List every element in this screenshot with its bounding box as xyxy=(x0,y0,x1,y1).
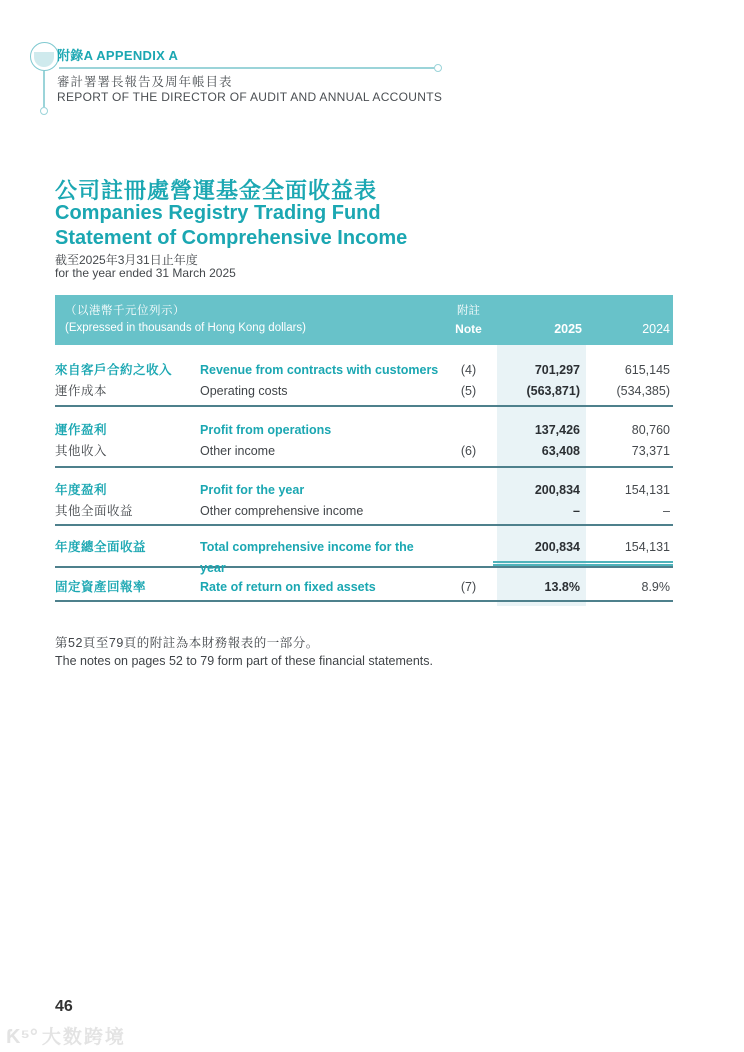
row-label-en: Profit from operations xyxy=(200,423,332,437)
row-value-2025: (563,871) xyxy=(526,384,580,398)
row-label-en: Revenue from contracts with customers xyxy=(200,363,439,377)
row-value-2024: 80,760 xyxy=(631,423,670,437)
note-column-header-en: Note xyxy=(455,322,482,336)
row-label-zh: 運作盈利 xyxy=(55,423,108,437)
income-statement-table xyxy=(55,295,673,602)
watermark-logo-icon: Ƙ⁵° xyxy=(6,1026,38,1048)
note-column-header-zh: 附註 xyxy=(457,305,480,317)
row-label-en: Profit for the year xyxy=(200,483,305,497)
row-value-2024: 8.9% xyxy=(641,580,670,594)
table-section xyxy=(55,526,673,575)
decorative-circle-icon xyxy=(30,42,59,71)
table-row xyxy=(55,381,673,402)
table-section xyxy=(55,568,673,602)
row-value-2024: 154,131 xyxy=(624,483,670,497)
table-row xyxy=(55,420,673,441)
row-label-en: Rate of return on fixed assets xyxy=(200,580,376,594)
row-value-2025: 63,408 xyxy=(541,444,580,458)
row-value-2025: 13.8% xyxy=(544,580,580,594)
expressed-in-label-en: (Expressed in thousands of Hong Kong dollars) xyxy=(65,322,307,334)
watermark-text: 大数跨境 xyxy=(41,1027,126,1048)
expressed-in-label-zh: （以港幣千元位列示） xyxy=(65,305,185,317)
row-value-2024: 615,145 xyxy=(624,363,670,377)
statement-title-en-line2: Statement of Comprehensive Income xyxy=(55,227,408,249)
table-row xyxy=(55,360,673,381)
row-note-ref xyxy=(440,501,497,522)
year-2025-column-header: 2025 xyxy=(554,322,582,336)
row-value-2024: 73,371 xyxy=(631,444,670,458)
row-note-ref: (4) xyxy=(460,363,477,377)
table-header xyxy=(55,295,673,345)
row-note-ref xyxy=(440,420,497,441)
row-label-en: Other comprehensive income xyxy=(200,504,364,518)
watermark xyxy=(6,1022,126,1049)
row-label-en: Total comprehensive income for the year xyxy=(200,540,414,575)
row-label-zh: 年度盈利 xyxy=(55,483,108,497)
period-label-en: for the year ended 31 March 2025 xyxy=(55,266,236,280)
table-section xyxy=(55,468,673,526)
statement-title-en-line1: Companies Registry Trading Fund xyxy=(55,202,381,224)
row-value-2024: 154,131 xyxy=(624,540,670,554)
department-title-en: REPORT OF THE DIRECTOR OF AUDIT AND ANNUAL ACCOUNTS xyxy=(57,90,443,104)
decorative-horizontal-line xyxy=(59,67,434,69)
row-label-zh: 運作成本 xyxy=(55,384,108,398)
row-note-ref: (5) xyxy=(460,384,477,398)
row-label-zh: 來自客戶合約之收入 xyxy=(55,363,173,377)
row-note-ref: (6) xyxy=(460,444,477,458)
row-label-zh: 其他收入 xyxy=(55,444,108,458)
row-value-2025: – xyxy=(573,504,580,518)
table-body xyxy=(55,345,673,602)
row-label-zh: 固定資產回報率 xyxy=(55,580,147,594)
row-label-en: Other income xyxy=(200,444,276,458)
row-label-en: Operating costs xyxy=(200,384,288,398)
period-label-zh: 截至2025年3月31日止年度 xyxy=(55,253,198,267)
table-row xyxy=(55,441,673,462)
row-label-zh: 其他全面收益 xyxy=(55,504,134,518)
row-value-2025: 701,297 xyxy=(534,363,580,377)
table-row xyxy=(55,537,673,575)
row-value-2024: (534,385) xyxy=(616,384,670,398)
row-value-2025: 137,426 xyxy=(534,423,580,437)
table-section xyxy=(55,345,673,407)
footnote-en: The notes on pages 52 to 79 form part of these financial statements. xyxy=(55,654,434,668)
table-row xyxy=(55,480,673,501)
row-value-2025: 200,834 xyxy=(534,483,580,497)
year-2024-column-header: 2024 xyxy=(642,322,670,336)
row-note-ref: (7) xyxy=(460,580,477,594)
statement-title-zh: 公司註冊處營運基金全面收益表 xyxy=(55,178,378,203)
table-row xyxy=(55,577,673,598)
row-value-2025: 200,834 xyxy=(534,540,580,554)
row-note-ref xyxy=(440,480,497,501)
decorative-vertical-line xyxy=(43,71,45,107)
table-section xyxy=(55,407,673,468)
decorative-small-circle-icon xyxy=(40,107,48,115)
row-label-zh: 年度總全面收益 xyxy=(55,540,147,554)
decorative-line-end-circle-icon xyxy=(434,64,442,72)
row-value-2024: – xyxy=(663,504,670,518)
total-double-underline xyxy=(493,561,673,566)
table-row xyxy=(55,501,673,522)
page-number: 46 xyxy=(55,998,73,1015)
department-title-zh: 審計署署長報告及周年帳目表 xyxy=(57,75,233,89)
footnote-zh: 第52頁至79頁的附註為本財務報表的一部分。 xyxy=(55,636,319,650)
row-note-ref xyxy=(440,537,497,558)
appendix-label: 附錄A APPENDIX A xyxy=(57,48,179,63)
